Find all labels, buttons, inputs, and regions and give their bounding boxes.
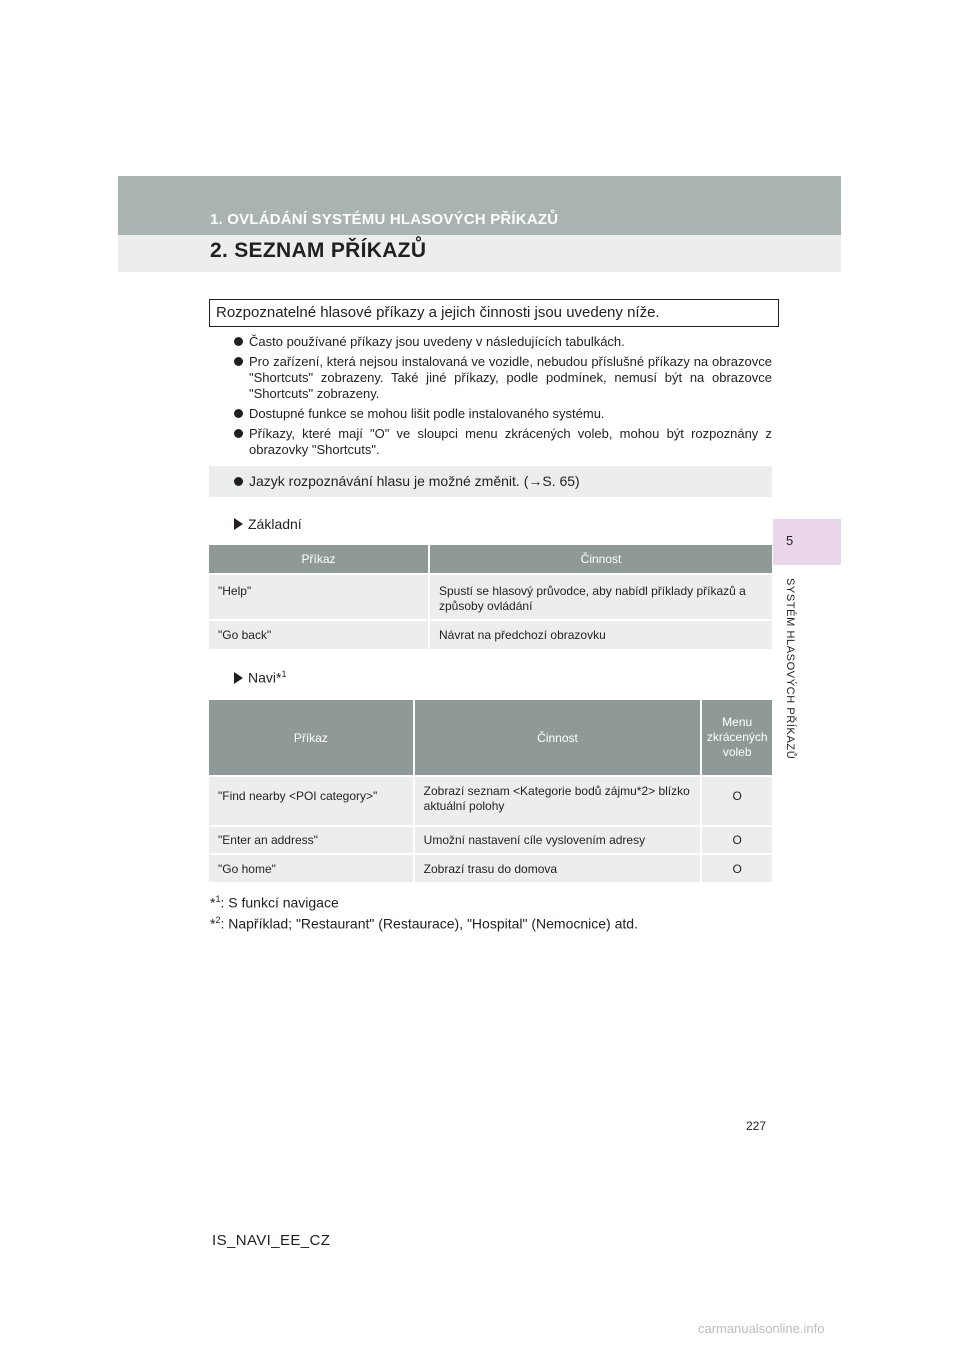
column-header: Příkaz (209, 700, 414, 776)
action-cell: Umožní nastavení cíle vyslovením adresy (414, 826, 702, 854)
chapter-number: 5 (786, 533, 794, 548)
bullet-icon (234, 477, 243, 486)
arrow-right-icon (234, 518, 243, 530)
action-cell: Spustí se hlasový průvodce, aby nabídl příklady příkazů a způsoby ovládání (429, 574, 772, 620)
navi-heading: Navi*$^1$ (234, 669, 286, 686)
page-title: 2. SEZNAM PŘÍKAZŮ (210, 239, 427, 262)
list-item: Pro zařízení, která nejsou instalovaná ve vozidle, nebudou příslušné příkazy na obrazovce "Shortcuts" zobrazeny. Také jiné příkazy, podle podmínek, nemusí být na obrazovce "Shortcuts" zobrazeny. (234, 354, 772, 402)
list-item: Často používané příkazy jsou uvedeny v následujících tabulkách. (234, 334, 772, 350)
bullet-icon (234, 409, 243, 418)
command-cell: "Go home" (209, 854, 414, 882)
command-cell: "Go back" (209, 620, 429, 649)
bullet-icon (234, 429, 243, 438)
list-item: Příkazy, které mají "O" ve sloupci menu zkrácených voleb, mohou být rozpoznány z obrazovky "Shortcuts". (234, 426, 772, 458)
language-note: Jazyk rozpoznávání hlasu je možné změnit. (→S. 65) (249, 473, 580, 489)
bullet-icon (234, 357, 243, 366)
column-header: Činnost (414, 700, 702, 776)
table-row (209, 826, 772, 854)
bullet-list (234, 334, 772, 462)
arrow-right-icon (234, 672, 243, 684)
column-header: Činnost (429, 545, 772, 574)
page-number: 227 (746, 1119, 767, 1133)
menu-cell: O (701, 776, 772, 826)
command-cell: "Help" (209, 574, 429, 620)
watermark: carmanualsonline.info (698, 1321, 825, 1336)
intro-box: Rozpoznatelné hlasové příkazy a jejich činnosti jsou uvedeny níže. (209, 299, 779, 327)
action-cell: Návrat na předchozí obrazovku (429, 620, 772, 649)
footnote: *$^2$: Například; "Restaurant" (Restaurace), "Hospital" (Nemocnice) atd. (210, 915, 638, 932)
table-row (209, 776, 772, 826)
footnote: *$^1$: S funkcí navigace (210, 894, 339, 911)
column-header: Menu zkrácených voleb (701, 700, 772, 776)
command-cell: "Find nearby <POI category>" (209, 776, 414, 826)
list-item: Dostupné funkce se mohou lišit podle instalovaného systému. (234, 406, 772, 422)
command-cell: "Enter an address" (209, 826, 414, 854)
basic-commands-table (209, 545, 772, 649)
action-cell: Zobrazí seznam <Kategorie bodů zájmu*2> blízko aktuální polohy (414, 776, 702, 826)
menu-cell: O (701, 854, 772, 882)
bullet-icon (234, 337, 243, 346)
chapter-tab (773, 519, 841, 565)
document-id: IS_NAVI_EE_CZ (212, 1232, 331, 1249)
navi-commands-table (209, 700, 772, 882)
chapter-label: SYSTÉM HLASOVÝCH PŘÍKAZŮ (784, 578, 796, 760)
action-cell: Zobrazí trasu do domova (414, 854, 702, 882)
table-row (209, 574, 772, 620)
menu-cell: O (701, 826, 772, 854)
basic-heading: Základní (234, 516, 302, 532)
column-header: Příkaz (209, 545, 429, 574)
table-row (209, 620, 772, 649)
table-row (209, 854, 772, 882)
section-title: 1. OVLÁDÁNÍ SYSTÉMU HLASOVÝCH PŘÍKAZŮ (210, 211, 559, 228)
